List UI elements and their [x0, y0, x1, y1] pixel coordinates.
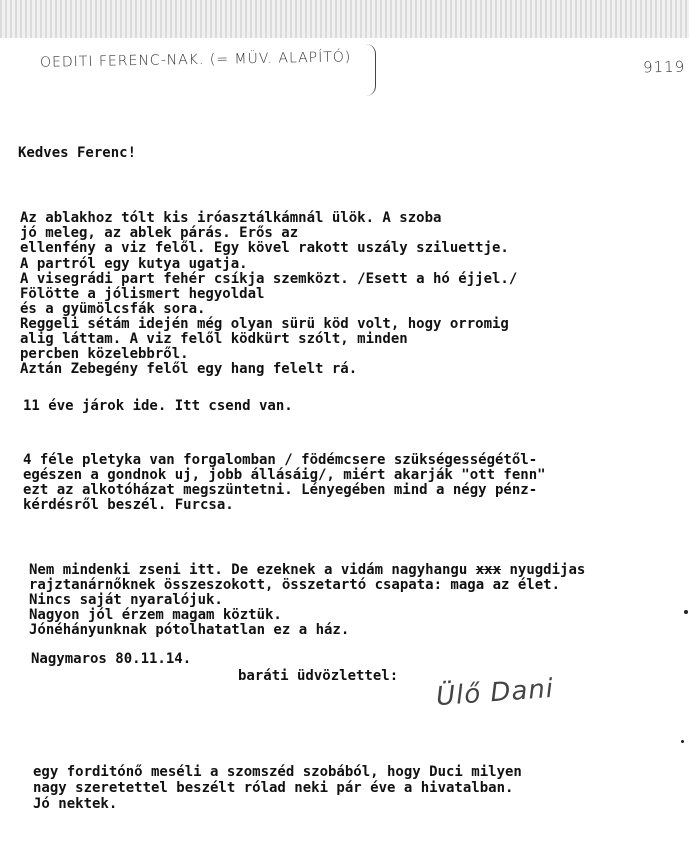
- text-line: [29, 563, 585, 578]
- text-line: 4 féle pletyka van forgalomban / födémcsere szükségességétől-: [23, 452, 538, 468]
- text-line: Nincs saját nyaralójuk.: [29, 592, 223, 608]
- text-line: rajztanárnőknek összeszokott, összetartó csapata: maga az élet.: [29, 577, 561, 593]
- text-line: percben közelebbről.: [20, 346, 189, 362]
- scan-noise-band: [0, 0, 689, 38]
- text-line: kérdésről beszél. Furcsa.: [23, 497, 234, 513]
- handwritten-note: OEDITI FERENC-NAK. (= MÜV. ALAPÍTÓ): [39, 49, 352, 71]
- text-line: ellenfény a viz felől. Egy kövel rakott uszály sziluettje.: [20, 240, 509, 256]
- text-segment: nyugdijas: [501, 562, 586, 578]
- text-line: egy forditónő meséli a szomszéd szobából, hogy Duci milyen: [33, 764, 522, 780]
- text-line: nagy szeretettel beszélt rólad neki pár éve a hivatalban.: [33, 780, 514, 796]
- place-date: Nagymaros 80.11.14.: [31, 651, 192, 667]
- text-line: jó meleg, az ablek párás. Erős az: [20, 225, 299, 241]
- signature: Ülő Dani: [435, 673, 555, 713]
- text-line: egészen a gondnok uj, jobb állásáig/, miért akarják "ott fenn": [23, 467, 546, 483]
- text-line: A partról egy kutya ugatja.: [20, 256, 248, 272]
- text-line: Aztán Zebegény felől egy hang felelt rá.: [20, 361, 358, 377]
- text-line: Fölötte a jólismert hegyoldal: [20, 286, 265, 302]
- struck-text: xxx: [475, 562, 502, 578]
- text-line: Az ablakhoz tólt kis iróasztálkámnál ülök. A szoba: [20, 210, 442, 226]
- text-line: ezt az alkotóházat megszüntetni. Lényegében mind a négy pénz-: [23, 482, 538, 498]
- page-number: 9119: [642, 57, 686, 77]
- text-line: és a gyümölcsfák sora.: [20, 301, 206, 317]
- text-line: Nagyon jól érzem magam köztük.: [29, 607, 282, 623]
- text-line: Jónéhányunknak pótolhatatlan ez a ház.: [29, 622, 350, 638]
- scan-speck: [684, 610, 688, 614]
- text-line: alig láttam. A viz felől ködkürt szólt, minden: [20, 331, 408, 347]
- text-line: A visegrádi part fehér csíkja szemközt. /Esett a hó éjjel./: [20, 271, 518, 287]
- text-segment: Nem mindenki zseni itt. De ezeknek a vidám nagyhangu: [29, 562, 476, 578]
- paragraph-2: 11 éve járok ide. Itt csend van.: [23, 398, 293, 414]
- text-line: Reggeli sétám idején még olyan sürü köd volt, hogy orromig: [20, 316, 509, 332]
- note-bracket: [365, 44, 376, 96]
- scan-speck: [681, 740, 684, 743]
- text-line: Jó nektek.: [33, 796, 118, 812]
- salutation: Kedves Ferenc!: [18, 145, 137, 161]
- closing: baráti üdvözlettel:: [238, 668, 399, 684]
